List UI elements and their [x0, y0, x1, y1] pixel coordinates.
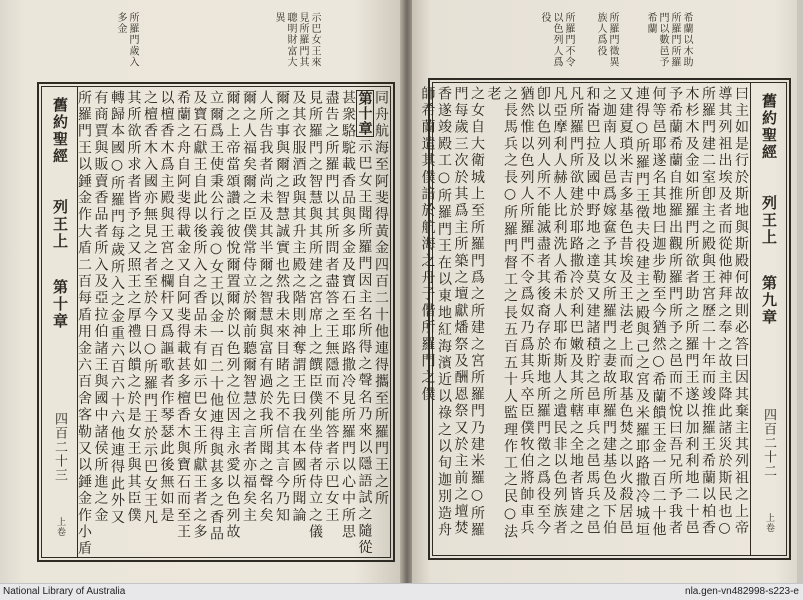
column-text: 予希蘭希蘭自推羅出觀所羅門所予之邑而不悅曰吾兄所予我者	[667, 86, 683, 537]
headnote: 希蘭以木助所羅門所羅門以數邑予希蘭	[645, 12, 692, 68]
headnote: 所羅門歲入多金	[115, 12, 138, 68]
text-column	[667, 86, 684, 554]
chapter-marker: 第十章	[356, 91, 373, 136]
text-body	[76, 90, 389, 558]
page-number: 四百二十二	[761, 408, 776, 478]
column-text: 之檀香木入國亦無見之者至於今日○所羅門王於示巴女王凡	[142, 90, 158, 527]
column-text: 爾之上帝當頌讚之彼悅爾置爾於以色列之位因主永愛以色列故	[224, 90, 241, 541]
volume-label: 上卷	[55, 517, 65, 537]
column-text: 以檀香木爲主殿與王宮之欄杆又爲謳歌者作琴瑟此後無如是	[158, 90, 175, 525]
text-column	[650, 86, 667, 554]
column-text: 之女自大衛城上至所羅門爲之所建之宮所羅門乃建米羅○所羅	[469, 86, 485, 539]
text-column	[617, 86, 634, 554]
text-column	[241, 90, 258, 558]
column-text: 所羅門王以錘金作大盾二百每盾用金六百舍客勒又以錘金作小盾	[76, 90, 92, 558]
text-column	[257, 90, 274, 558]
column-text: 爾之人福矣爾之臣僕常侍立於爾前聽爾智慧之言者亦福矣主	[241, 90, 257, 525]
book-name: 列王上	[760, 195, 778, 246]
text-column	[307, 90, 324, 558]
column-text: 見所羅門之智慧與其所建之宮席上之饌臣僕列坐侍者侍立之儀	[307, 90, 323, 541]
column-text: 及寶石獻王自此以後所入之香品未有如示巴女王所獻王者之多	[191, 90, 208, 541]
text-column	[274, 90, 291, 558]
book-title: 舊約聖經	[760, 93, 778, 161]
text-column	[551, 86, 568, 554]
column-text: 盡告之所羅門以其所問者盡答之王無隱而不能答者示巴女王	[323, 90, 340, 525]
column-text: 和崙巴拉及國中野地之達莫又建諸積貯之邑車兵之邑馬兵之邑	[584, 86, 601, 537]
text-column	[109, 90, 126, 558]
text-column	[191, 90, 208, 558]
text-body	[419, 86, 749, 554]
column-text: 有商賈與販賣香品者所入及亞拉伯諸王與國中諸侯所進之金	[92, 90, 109, 525]
column-text: 轉歸本國○所羅門每歲所入之金重六百六十六他連得此外又	[109, 90, 125, 527]
text-column	[518, 86, 535, 554]
text-column	[452, 86, 469, 554]
text-column	[323, 90, 340, 558]
text-column	[634, 86, 651, 554]
text-column	[601, 86, 618, 554]
column-text: 人所告我者尚未及其半爾之智慧與富有過於我所聞之聲名矣	[257, 90, 274, 525]
text-column	[535, 86, 552, 554]
library-name: National Library of Australia	[3, 586, 126, 597]
column-text: 凡所羅門所欲建於耶路撒冷於利巴嫩及其所轄之全地者皆建之	[568, 86, 584, 537]
text-column	[356, 90, 373, 558]
column-text: 門每歲三次於其爲主所築之壇獻燔祭及酬恩祭又於主前之壇焚	[452, 86, 469, 537]
column-text: 所羅門建二室卽主之殿與王宮歷二十年而竣推羅王希蘭以柏香	[700, 86, 716, 537]
column-text: 爾之事與爾之智慧誠實也然我未來目睹之先不信其言今乃知	[274, 90, 290, 525]
item-identifier: nla.gen-vn482998-s223-e	[685, 586, 799, 597]
text-column	[142, 90, 159, 558]
volume-label: 上卷	[764, 513, 774, 533]
text-column	[158, 90, 175, 558]
column-text: 木杉木及金如所羅門所欲者助之所羅門王遂以加利利地二十邑	[683, 86, 700, 537]
scan-edge	[797, 0, 803, 583]
text-column	[716, 86, 733, 554]
viewer-footer	[0, 583, 803, 600]
text-column	[584, 86, 601, 554]
text-column	[485, 86, 518, 554]
headnote: 所羅門徵異族人爲役	[595, 12, 618, 68]
column-text: 及其衣服酒政與其升主殿之階則神奪謂王曰我在本國所聞論	[290, 90, 307, 525]
text-column	[208, 90, 225, 558]
column-text: 香遂竣殿工○所羅門王在以東地紅海濱近以祿之以旬迦別造舟	[436, 86, 452, 539]
headnote: 所羅門不令以色列人爲役	[539, 12, 574, 68]
column-text: 同舟航海至阿斐得黃金四百二十他連得攜至所羅門王之所	[373, 90, 389, 508]
column-text: 之迦南人以邑爲嫁奩予其女所羅門之妻故所羅門建基色及下伯	[601, 86, 617, 537]
book-title: 舊約聖經	[51, 97, 69, 165]
column-text: 連得○所羅門王徵夫役建主之殿與己之宮及米羅耶路撒冷城垣	[634, 86, 650, 539]
text-column	[683, 86, 700, 554]
text-column	[76, 90, 93, 558]
text-frame	[37, 82, 395, 562]
text-column	[436, 86, 453, 554]
text-column	[92, 90, 109, 558]
text-column	[419, 86, 436, 554]
book-name: 列王上	[51, 199, 69, 250]
page-label-column	[42, 87, 78, 557]
text-column	[373, 90, 390, 558]
text-column	[175, 90, 192, 558]
column-text: 立爾爲王使秉公行義○女王以金一百二十他連得與甚多之香品	[208, 90, 224, 543]
column-text: 何等邑耶遂名其地曰迦步勒至今猶然○希蘭饋王金一百二十他	[650, 86, 667, 539]
column-text: 甚衆駱駝載香品與多金及寶石至耶路撒冷見所羅門以心中所思	[340, 90, 356, 541]
text-column	[224, 90, 241, 558]
column-text: 猶然惟以色列人所羅門不令爲奴乃爲其兵卒臣僕牧伯將帥車兵	[518, 86, 535, 537]
text-column	[290, 90, 307, 558]
text-column	[733, 86, 750, 554]
text-column	[340, 90, 357, 558]
column-text: 又建夏瑣米吉多基色昔埃及王法老上而取基色焚之以火殺居邑	[617, 86, 634, 537]
column-text: 導其列祖出埃及者而從他神拜之奉之故主降此諸災於斯民也○	[716, 86, 733, 539]
text-column	[700, 86, 717, 554]
chapter-label: 第十章	[51, 279, 69, 330]
page-number: 四百二十三	[52, 412, 67, 482]
text-frame	[419, 78, 791, 560]
column-text: 卽以色列人所不能滅盡者其後裔存於斯地所羅門徵之爲役至今	[535, 86, 551, 537]
left-page	[0, 0, 402, 583]
column-text: 曰主如是行於斯地與斯殿何故則必答曰因其棄主其列祖之上帝	[733, 86, 749, 537]
text-column	[568, 86, 585, 554]
page-label-column	[750, 83, 786, 555]
headnote: 示巴女王來見所羅門其聰明財富大異	[273, 12, 320, 68]
column-text: 希蘭之舟自阿斐得載金又自阿斐得載甚多檀香木與寶石而至王	[175, 90, 191, 541]
column-text: 師希蘭遣其僕諳於航海之舟子偕所羅門之僕	[419, 86, 436, 404]
chapter-label: 第九章	[760, 275, 778, 326]
column-text: 其所欲所求者皆予之又照王之厚禮以饋之於是女王與其臣僕	[125, 90, 142, 525]
right-page	[412, 0, 798, 583]
column-text: 之長馬兵之長○所羅門督工之長五百五十人監理作工之民○法老	[485, 86, 518, 541]
column-text: 凡亞摩利人赫人比利洗人希未人耶布斯人之遺民非以色列族者	[551, 86, 568, 537]
text-column	[125, 90, 142, 558]
column-text: 示巴女王聞所羅門因主名所得之聲名乃來以隱語試之隨從	[356, 139, 373, 557]
text-column	[469, 86, 486, 554]
